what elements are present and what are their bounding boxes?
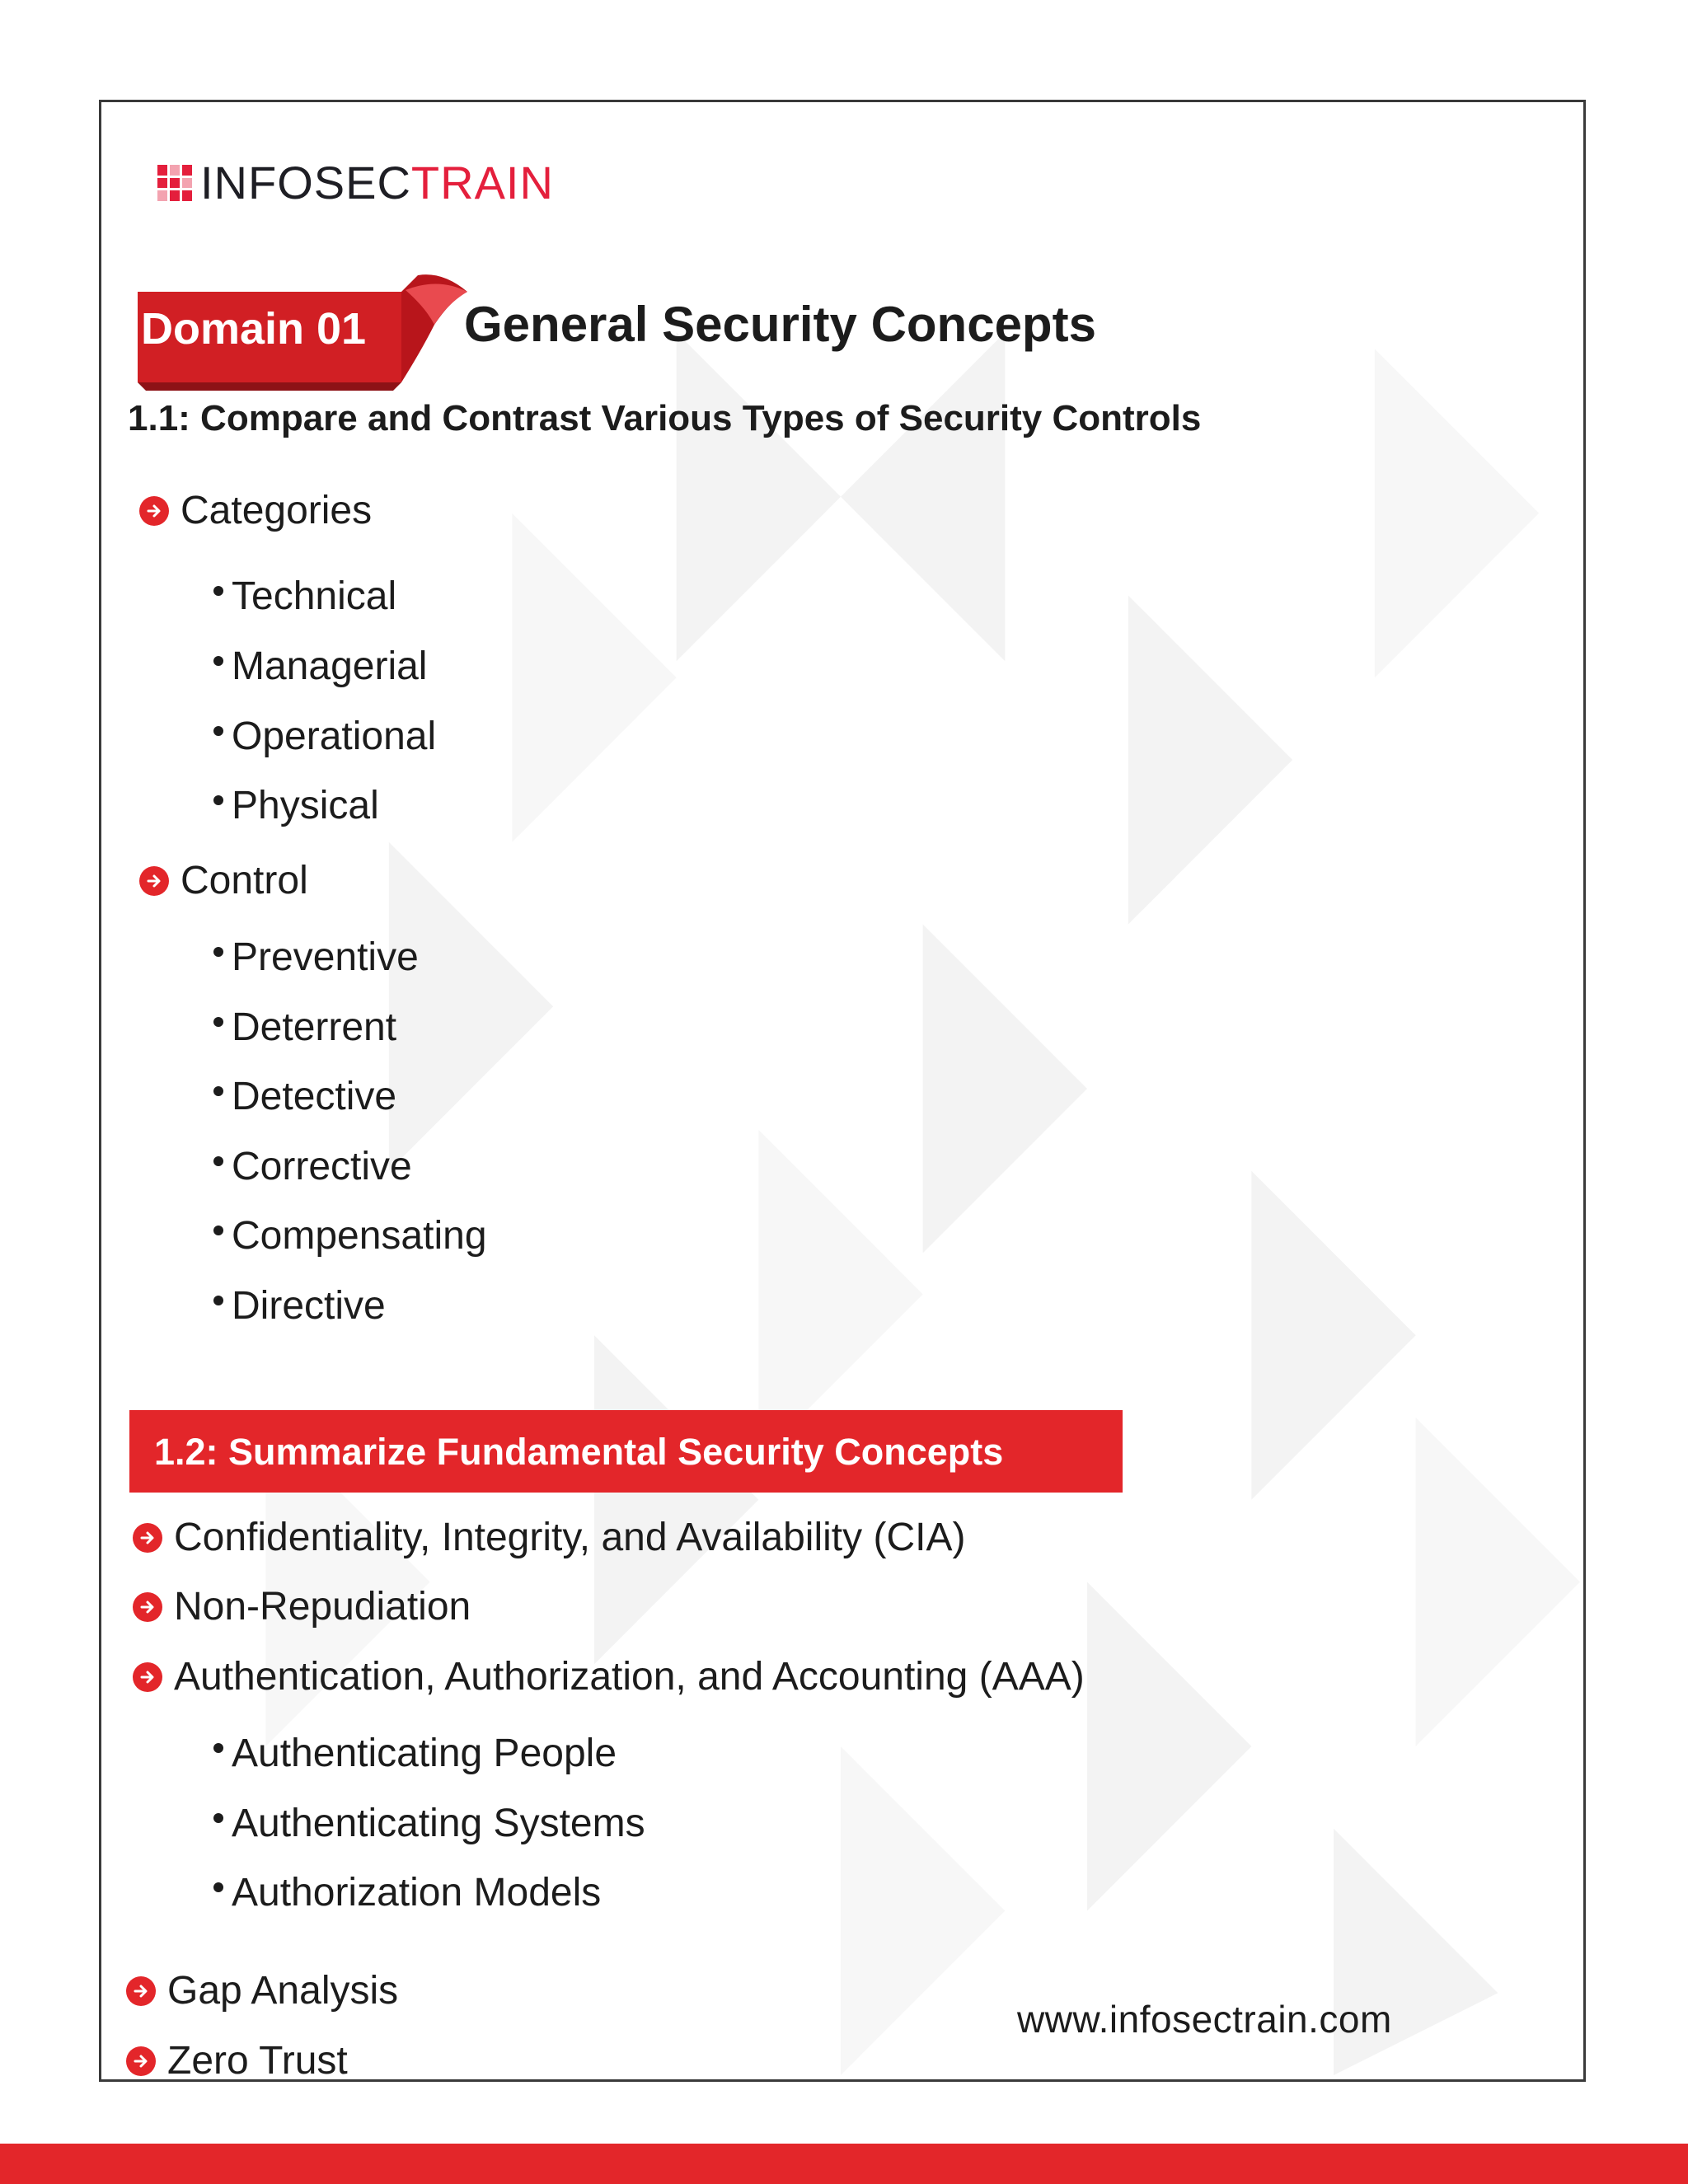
bullet-dot-icon: [213, 1086, 223, 1096]
bullet-dot-icon: [213, 947, 223, 957]
logo-text-infosec: INFOSEC: [200, 157, 411, 209]
arrow-circle-icon: [126, 1976, 156, 2006]
bullet-dot-icon: [213, 1882, 223, 1892]
item-text: Corrective: [232, 1145, 412, 1188]
bullet-dot-icon: [213, 1813, 223, 1823]
footer-bar: [0, 2144, 1688, 2184]
bullet-dot-icon: [213, 656, 223, 666]
logo-text-train: TRAIN: [410, 157, 554, 209]
domain-title: General Security Concepts: [464, 297, 1096, 352]
arrow-circle-icon: [139, 866, 169, 896]
list-item: [213, 935, 419, 981]
list-item: [213, 714, 436, 760]
document-page: [99, 100, 1586, 2082]
item-text: Managerial: [232, 644, 428, 688]
bullet-dot-icon: [213, 726, 223, 736]
list-item: [213, 644, 427, 690]
arrow-circle-icon: [139, 496, 169, 526]
domain-label: Domain 01: [141, 304, 367, 354]
item-text: Authentication, Authorization, and Accounting (AAA): [174, 1655, 1085, 1699]
item-text: Preventive: [232, 935, 419, 979]
list-item: [213, 1005, 396, 1051]
bullet-dot-icon: [213, 586, 223, 596]
list-item: [133, 1654, 1085, 1700]
bullet-dot-icon: [213, 1156, 223, 1166]
bullet-dot-icon: [213, 1017, 223, 1027]
item-text: Authenticating Systems: [232, 1802, 645, 1845]
group-label: Control: [181, 859, 308, 902]
section-2-banner: [129, 1410, 1123, 1493]
list-item: [213, 1801, 645, 1847]
item-text: Non-Repudiation: [174, 1585, 471, 1629]
list-item: [133, 1584, 471, 1630]
arrow-circle-icon: [133, 1592, 162, 1622]
section-2-heading: 1.2: Summarize Fundamental Security Concepts: [154, 1431, 1004, 1473]
item-text: Authenticating People: [232, 1732, 617, 1775]
bullet-dot-icon: [213, 1743, 223, 1753]
arrow-circle-icon: [126, 2046, 156, 2076]
arrow-circle-icon: [133, 1523, 162, 1553]
group-label: Categories: [181, 489, 373, 532]
item-text: Authorization Models: [232, 1871, 602, 1915]
logo-wordmark: [200, 157, 554, 209]
item-text: Detective: [232, 1075, 397, 1118]
list-item-categories: [139, 488, 372, 534]
item-text: Confidentiality, Integrity, and Availability (CIA): [174, 1516, 966, 1559]
list-item: [126, 2038, 348, 2082]
bullet-dot-icon: [213, 1226, 223, 1235]
item-text: Deterrent: [232, 1005, 397, 1049]
list-item: [133, 1515, 965, 1561]
bullet-dot-icon: [213, 795, 223, 805]
list-item: [213, 1144, 412, 1190]
item-text: Operational: [232, 715, 437, 758]
section-1-heading: 1.1: Compare and Contrast Various Types of Security Controls: [128, 398, 1202, 438]
list-item: [213, 574, 396, 620]
list-item: [213, 1213, 487, 1259]
item-text: Compensating: [232, 1214, 487, 1258]
website-link[interactable]: www.infosectrain.com: [1017, 1998, 1392, 2041]
list-item: [213, 783, 379, 829]
item-text: Physical: [232, 784, 379, 827]
list-item: [213, 1283, 386, 1329]
infosectrain-logo: [157, 158, 554, 208]
item-text: Zero Trust: [167, 2039, 348, 2082]
grid-logo-icon: [157, 165, 192, 201]
list-item: [126, 1968, 398, 2014]
bullet-dot-icon: [213, 1296, 223, 1305]
list-item: [213, 1731, 617, 1777]
item-text: Directive: [232, 1284, 386, 1328]
list-item: [213, 1870, 601, 1916]
list-item-control: [139, 858, 308, 904]
arrow-circle-icon: [133, 1662, 162, 1692]
item-text: Gap Analysis: [167, 1969, 399, 2013]
list-item: [213, 1074, 396, 1120]
item-text: Technical: [232, 574, 397, 618]
